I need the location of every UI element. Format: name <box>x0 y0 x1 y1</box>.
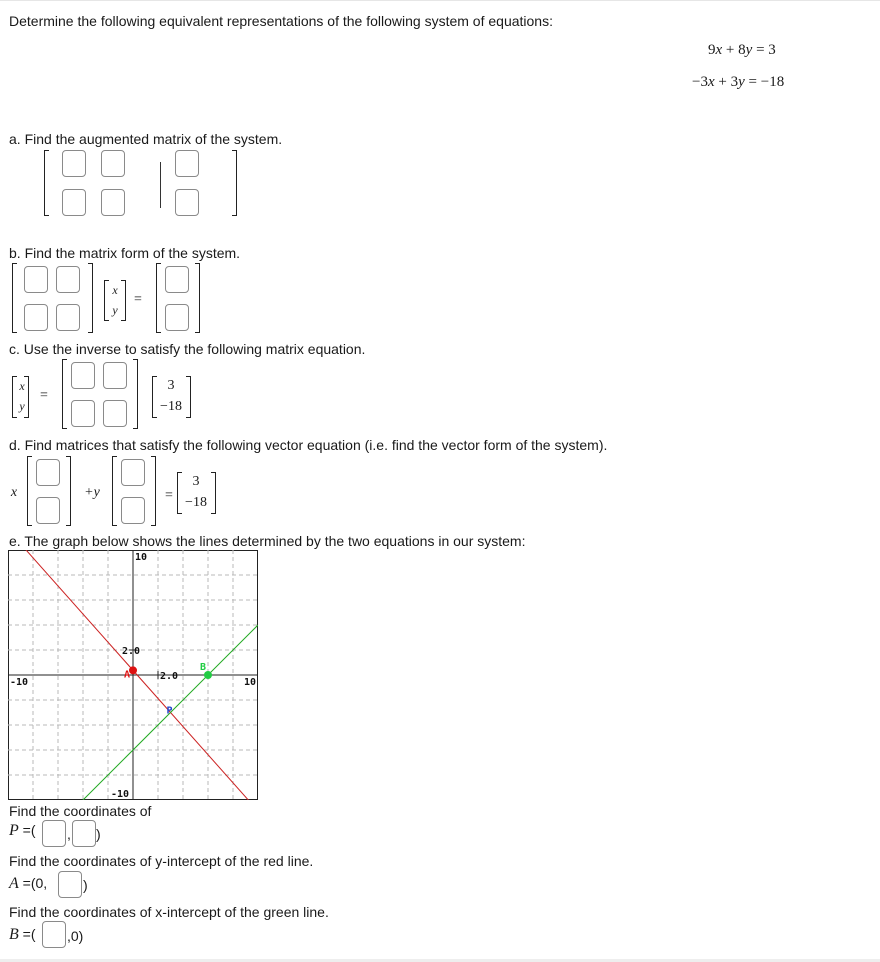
p-row <box>9 822 36 840</box>
const-b1-input[interactable] <box>165 266 189 293</box>
tick-label-ytick: 2.0 <box>122 646 141 657</box>
tick-label-ymax: 10 <box>135 552 148 563</box>
a-prompt: Find the coordinates of y-intercept of the red line. <box>9 853 314 869</box>
part-b-label: b. Find the matrix form of the system. <box>9 245 241 261</box>
p-close: ) <box>96 826 101 842</box>
vec2-bracket-left <box>112 456 117 526</box>
p-y-input[interactable] <box>72 820 96 847</box>
rhs-bracket-right <box>211 472 216 514</box>
vec1-bracket-left <box>27 456 32 526</box>
tick-label-ymin: -10 <box>111 789 130 800</box>
rhs-bottom: −18 <box>160 399 182 414</box>
b-x-input[interactable] <box>42 921 66 948</box>
a-close: ) <box>83 877 88 893</box>
aug-a22-input[interactable] <box>101 189 125 216</box>
point-A <box>129 666 137 674</box>
b-suffix: ,0) <box>67 928 84 944</box>
part-a-label: a. Find the augmented matrix of the system. <box>9 131 283 147</box>
p-eq: =( <box>18 822 36 838</box>
coef-a12-input[interactable] <box>56 266 80 293</box>
plus-y: +y <box>84 485 100 500</box>
equation-1: 9x + 8y = 3 <box>708 42 776 58</box>
vec2-bracket-right <box>151 456 156 526</box>
coef-bracket-right <box>88 263 93 333</box>
augmented-separator <box>160 162 161 208</box>
inv-a12-input[interactable] <box>103 362 127 389</box>
a-label: A <box>9 875 19 892</box>
a-prefix: =(0, <box>18 875 48 891</box>
rhs-top: 3 <box>167 378 175 393</box>
vec1-bracket-right <box>66 456 71 526</box>
b-row <box>9 926 36 944</box>
part-e-label: e. The graph below shows the lines determined by the two equations in our system: <box>9 533 526 549</box>
coef-a21-input[interactable] <box>24 304 48 331</box>
aug-a12-input[interactable] <box>101 150 125 177</box>
coef-bracket-left <box>12 263 17 333</box>
vec2-top-input[interactable] <box>121 459 145 486</box>
var-y: y <box>112 303 118 317</box>
lhs-var-y: y <box>19 399 25 413</box>
coef-a22-input[interactable] <box>56 304 80 331</box>
rhs-bottom: −18 <box>185 495 207 510</box>
coef-x: x <box>10 485 18 500</box>
equals-sign: = <box>134 292 142 307</box>
p-comma: , <box>67 826 71 842</box>
vec1-bottom-input[interactable] <box>36 497 60 524</box>
inv-a21-input[interactable] <box>71 400 95 427</box>
aug-a11-input[interactable] <box>62 150 86 177</box>
p-label: P <box>9 822 19 839</box>
lines-graph <box>8 550 258 800</box>
tick-label-xmax: 10 <box>243 677 256 688</box>
inv-a22-input[interactable] <box>103 400 127 427</box>
find-coordinates-text: Find the coordinates of <box>9 803 152 819</box>
part-c-label: c. Use the inverse to satisfy the following matrix equation. <box>9 341 366 357</box>
b-label: B <box>9 926 19 943</box>
inv-a11-input[interactable] <box>71 362 95 389</box>
tick-label-xmin: -10 <box>10 677 29 688</box>
lhs-var-x: x <box>19 379 25 393</box>
part-d-label: d. Find matrices that satisfy the following vector equation (i.e. find the vector form of the system). <box>9 437 608 453</box>
b-prefix: =( <box>18 926 36 942</box>
aug-a21-input[interactable] <box>62 189 86 216</box>
lhs-bracket-right <box>24 376 29 418</box>
var-bracket-right <box>121 280 126 321</box>
matrix-bracket-right <box>232 150 237 216</box>
top-divider <box>0 0 880 1</box>
a-row <box>9 875 47 893</box>
vec2-bottom-input[interactable] <box>121 497 145 524</box>
equals-sign: = <box>40 388 48 403</box>
rhs-top: 3 <box>192 474 200 489</box>
point-label-P: P <box>166 705 173 717</box>
equation-2: −3x + 3y = −18 <box>692 74 785 90</box>
matrix-bracket-left <box>44 150 49 216</box>
equals-sign: = <box>165 488 173 503</box>
intro-text: Determine the following equivalent representations of the following system of equations: <box>9 13 553 29</box>
p-x-input[interactable] <box>42 820 66 847</box>
const-bracket-left <box>156 263 161 333</box>
rhs-bracket-right <box>186 376 191 418</box>
a-y-input[interactable] <box>58 871 82 898</box>
const-b2-input[interactable] <box>165 304 189 331</box>
coef-a11-input[interactable] <box>24 266 48 293</box>
aug-b2-input[interactable] <box>175 189 199 216</box>
inverse-bracket-right <box>133 359 138 429</box>
point-label-A: A <box>124 669 131 681</box>
var-x: x <box>112 283 118 297</box>
b-prompt: Find the coordinates of x-intercept of the green line. <box>9 904 329 920</box>
aug-b1-input[interactable] <box>175 150 199 177</box>
const-bracket-right <box>195 263 200 333</box>
inverse-bracket-left <box>62 359 67 429</box>
point-label-B: B <box>200 662 207 673</box>
vec1-top-input[interactable] <box>36 459 60 486</box>
tick-label-xtick: 2.0 <box>160 671 179 682</box>
